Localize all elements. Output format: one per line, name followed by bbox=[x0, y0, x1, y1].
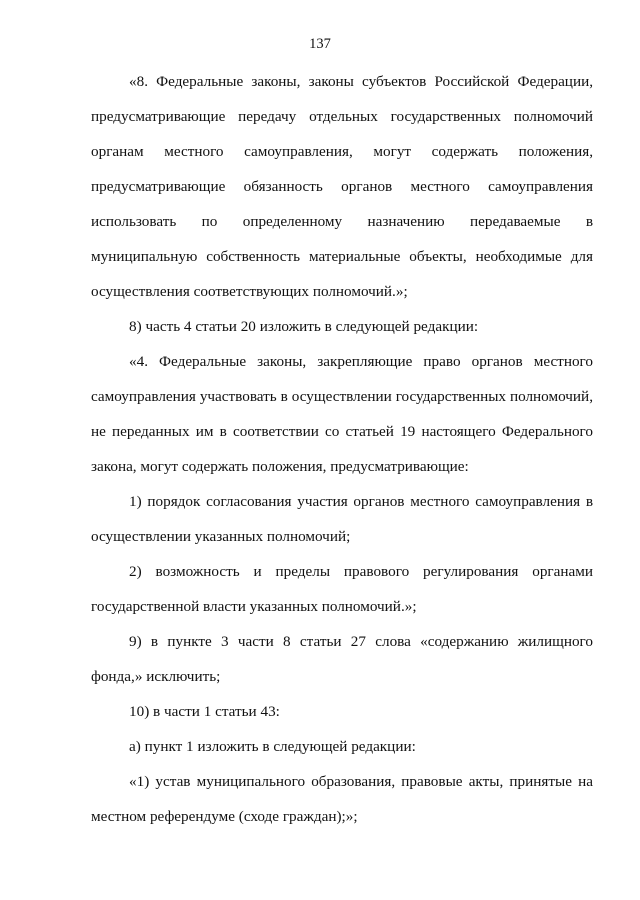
paragraph-subitem-2: 2) возможность и пределы правового регулирования органами государственной власти указанных полномочий.»; bbox=[91, 563, 593, 615]
paragraph-federal-laws-transfer: «8. Федеральные законы, законы субъектов Российской Федерации, предусматривающие передачу отдельных государственных полномочий органам местного самоуправления, могут содержать положения, предусматривающие обязанность органов местного самоуправления использовать по определенному назначению передаваемые в муниципальную собственность материальные объекты, необходимые для осуществления соответствующих полномочий.»; bbox=[91, 73, 593, 300]
paragraph-federal-laws-participation: «4. Федеральные законы, закрепляющие право органов местного самоуправления участвовать в осуществлении государственных полномочий, не переданных им в соответствии со статьей 19 настоящего Федерального закона, могут содержать положения, предусматривающие: bbox=[91, 353, 593, 475]
paragraph-subitem-1: 1) порядок согласования участия органов местного самоуправления в осуществлении указанных полномочий; bbox=[91, 493, 593, 545]
page-number: 137 bbox=[309, 36, 331, 52]
paragraph-item-10: 10) в части 1 статьи 43: bbox=[129, 703, 280, 720]
paragraph-item-8: 8) часть 4 статьи 20 изложить в следующей редакции: bbox=[129, 318, 479, 335]
paragraph-item-9: 9) в пункте 3 части 8 статьи 27 слова «содержанию жилищного фонда,» исключить; bbox=[91, 633, 593, 685]
document-body bbox=[91, 64, 593, 834]
paragraph-charter: «1) устав муниципального образования, правовые акты, принятые на местном референдуме (сходе граждан);»; bbox=[91, 773, 593, 825]
paragraph-subitem-a: а) пункт 1 изложить в следующей редакции: bbox=[129, 738, 416, 755]
